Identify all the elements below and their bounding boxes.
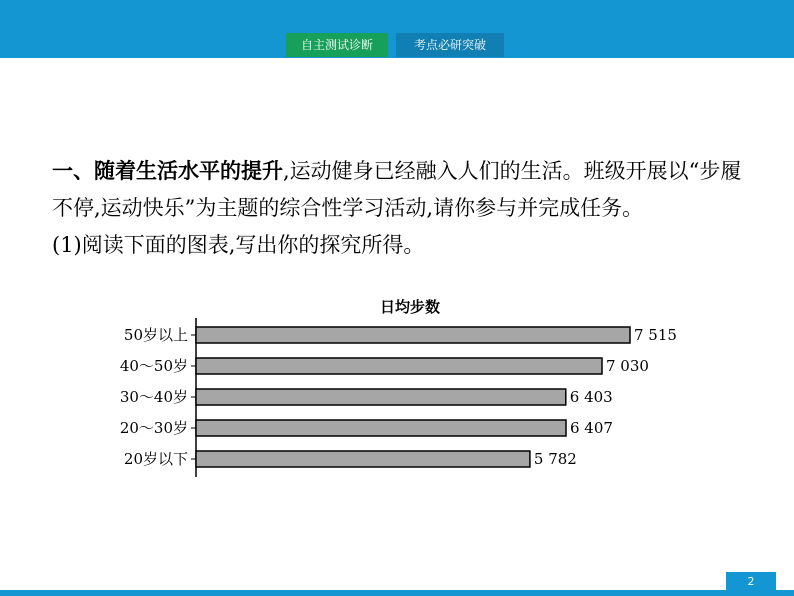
category-label: 20～30岁 [119,419,188,437]
category-label: 30～40岁 [119,388,188,406]
value-label: 6 403 [569,388,613,406]
bar [196,389,566,405]
chart-title: 日均步数 [379,298,440,316]
tab-key-points[interactable]: 考点必研突破 [396,33,504,57]
bar [196,327,630,343]
bottom-banner [0,590,794,596]
tab-self-test[interactable]: 自主测试诊断 [286,33,388,57]
question-heading: 一、随着生活水平的提升 [52,158,283,183]
page-number: 2 [726,572,776,590]
question-body: ,运动健身已经融入人们的生活。班级开展以“步履不停,运动快乐”为主题的综合性学习活动,请你参与并完成任务。 [52,159,742,220]
value-label: 6 407 [570,419,613,437]
value-label: 5 782 [533,450,577,468]
category-label: 20岁以下 [123,450,188,468]
category-label: 50岁以上 [123,326,188,344]
value-label: 7 030 [605,357,649,375]
question-text [52,152,752,264]
bar [196,451,530,467]
sub-question: (1)阅读下面的图表,写出你的探究所得。 [52,233,425,257]
category-label: 40～50岁 [119,357,188,375]
value-label: 7 515 [634,326,677,344]
bar [196,358,602,374]
bar-chart [100,318,700,478]
bar [196,420,566,436]
